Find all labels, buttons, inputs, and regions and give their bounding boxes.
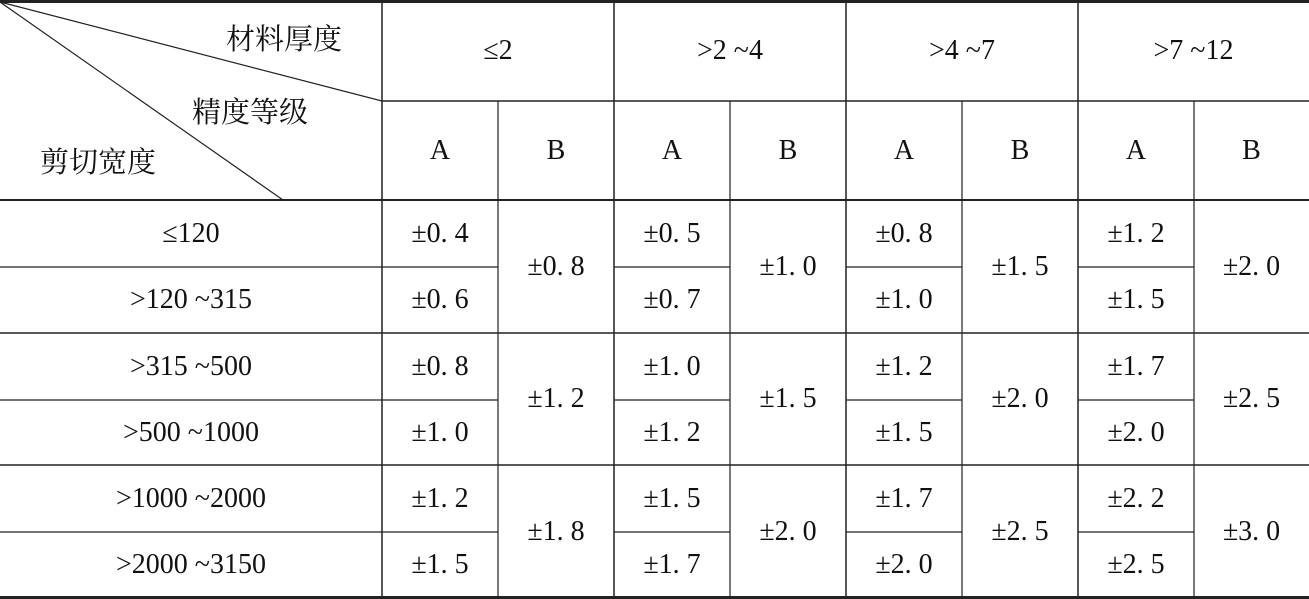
table-cell: ±2. 2 (1107, 482, 1165, 514)
merged-grade-b-cell: ±2. 5 (1222, 383, 1281, 414)
row-width-label: ≤120 (162, 217, 220, 249)
table-cell: ±1. 7 (875, 482, 933, 514)
row-width-label: >500 ~1000 (123, 416, 259, 448)
grade-header: B (1242, 134, 1261, 166)
grade-header: A (1125, 134, 1147, 166)
table-cell: ±1. 7 (643, 549, 701, 580)
table-cell: ±1. 2 (411, 482, 469, 514)
table-cell: ±1. 5 (1107, 284, 1165, 315)
header-shear-width: 剪切宽度 (40, 145, 157, 179)
grade-header: A (429, 134, 451, 166)
row-width-label: >2000 ~3150 (116, 549, 266, 580)
table-cell: ±1. 2 (643, 416, 701, 448)
table-cell: ±1. 5 (875, 416, 933, 448)
table-cell: ±1. 0 (643, 350, 701, 382)
header-material-thickness: 材料厚度 (226, 22, 343, 56)
table-cell: ±2. 0 (875, 549, 933, 580)
thickness-group-header: >7 ~12 (1153, 34, 1234, 66)
row-width-label: >120 ~315 (130, 284, 252, 315)
table-cell: ±1. 0 (411, 416, 469, 448)
merged-grade-b-cell: ±0. 8 (527, 250, 585, 282)
row-width-label: >315 ~500 (130, 350, 252, 382)
grade-header: B (1010, 134, 1030, 166)
header-precision-grade: 精度等级 (192, 95, 309, 129)
table-cell: ±1. 2 (875, 350, 933, 382)
row-width-label: >1000 ~2000 (116, 482, 266, 514)
table-cell: ±0. 8 (411, 350, 469, 382)
merged-grade-b-cell: ±1. 0 (759, 250, 817, 282)
table-cell: ±0. 8 (875, 217, 933, 249)
merged-grade-b-cell: ±2. 0 (1222, 250, 1281, 282)
table-cell: ±1. 7 (1107, 350, 1165, 382)
grade-header: A (661, 134, 683, 166)
table-cell: ±1. 5 (411, 549, 469, 580)
table-cell: ±0. 5 (643, 217, 701, 249)
thickness-group-header: >4 ~7 (929, 34, 995, 66)
thickness-group-header: >2 ~4 (697, 34, 763, 66)
table-cell: ±2. 5 (1107, 549, 1165, 580)
grade-header: B (546, 134, 566, 166)
merged-grade-b-cell: ±1. 5 (759, 383, 817, 414)
merged-grade-b-cell: ±2. 5 (991, 515, 1049, 547)
merged-grade-b-cell: ±2. 0 (991, 383, 1049, 414)
merged-grade-b-cell: ±1. 2 (527, 383, 585, 414)
merged-grade-b-cell: ±1. 5 (991, 250, 1049, 282)
table-cell: ±2. 0 (1107, 416, 1165, 448)
table-cell: ±1. 5 (643, 482, 701, 514)
thickness-group-header: ≤2 (483, 34, 513, 66)
merged-grade-b-cell: ±3. 0 (1222, 515, 1281, 547)
grade-header: A (893, 134, 915, 166)
table-cell: ±0. 6 (411, 284, 469, 315)
table-cell: ±0. 4 (411, 217, 469, 249)
table-cell: ±0. 7 (643, 284, 701, 315)
merged-grade-b-cell: ±2. 0 (759, 515, 817, 547)
merged-grade-b-cell: ±1. 8 (527, 515, 585, 547)
table-cell: ±1. 2 (1107, 217, 1165, 249)
table-cell: ±1. 0 (875, 284, 933, 315)
grade-header: B (778, 134, 798, 166)
